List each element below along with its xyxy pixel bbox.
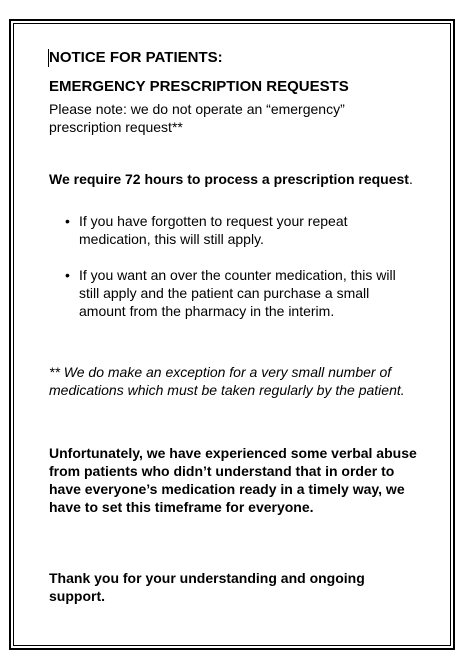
bullet-icon: • [65, 267, 70, 283]
notice-subtitle: EMERGENCY PRESCRIPTION REQUESTS [49, 78, 349, 95]
list-item-text: If you have forgotten to request your repeat medication, this will still apply. [79, 213, 348, 247]
notice-title: NOTICE FOR PATIENTS: [49, 49, 223, 66]
thanks-paragraph: Thank you for your understanding and ongoing support. [49, 570, 365, 604]
intro-paragraph: Please note: we do not operate an “emergency” prescription request** [49, 101, 345, 135]
list-item-text: If you want an over the counter medication, this will still apply and the patient can purchase a small amount from the pharmacy in the interim. [79, 267, 396, 319]
bullet-icon: • [65, 213, 70, 229]
requirement-paragraph [49, 170, 419, 188]
requirement-tail: . [408, 171, 413, 187]
exception-note: ** We do make an exception for a very small number of medications which must be taken regularly by the patient. [49, 364, 405, 398]
abuse-paragraph: Unfortunately, we have experienced some verbal abuse from patients who didn’t understand that in order to have everyone’s medication ready in a timely way, we have to set this timeframe for everyone. [49, 445, 417, 515]
requirement-text: We require 72 hours to process a prescription request [49, 171, 409, 187]
